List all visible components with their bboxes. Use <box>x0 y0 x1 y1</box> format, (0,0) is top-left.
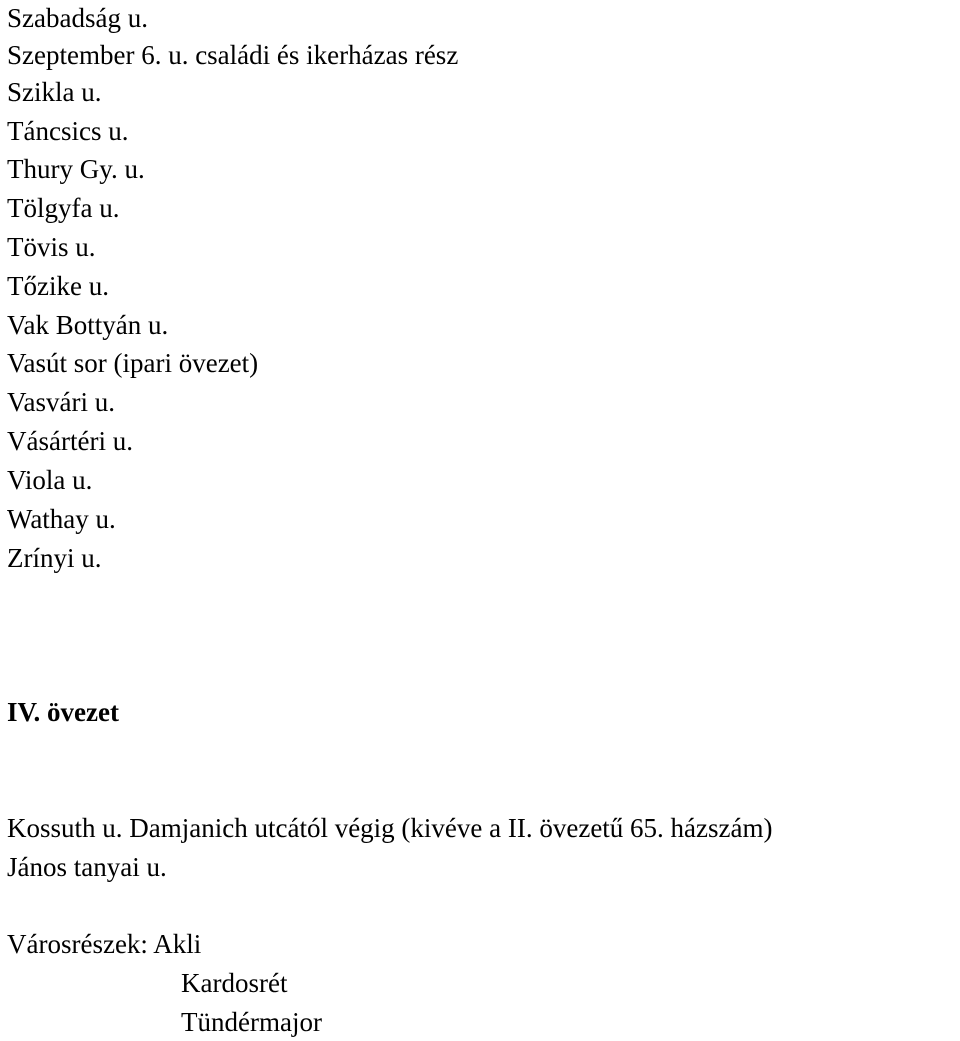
street-item: Kossuth u. Damjanich utcától végig (kivéve a II. övezetű 65. házszám) <box>7 813 773 843</box>
street-item: Vak Bottyán u. <box>7 310 169 340</box>
street-item: Szabadság u. <box>7 3 148 33</box>
street-item: Vásártéri u. <box>7 426 133 456</box>
street-item: Viola u. <box>7 465 93 495</box>
street-item: Tövis u. <box>7 232 96 262</box>
street-item: Táncsics u. <box>7 116 129 146</box>
district-item: Tündérmajor <box>181 1007 322 1037</box>
street-item: Tőzike u. <box>7 271 109 301</box>
street-item: Zrínyi u. <box>7 543 102 573</box>
street-item: Vasút sor (ipari övezet) <box>7 348 259 378</box>
zone-iv-heading: IV. övezet <box>7 697 119 727</box>
street-item: Vasvári u. <box>7 387 115 417</box>
street-item: Thury Gy. u. <box>7 154 145 184</box>
street-item: Szeptember 6. u. családi és ikerházas rész <box>7 40 459 70</box>
district-item: Kardosrét <box>181 968 288 998</box>
street-item: Wathay u. <box>7 504 116 534</box>
street-item: János tanyai u. <box>7 852 167 882</box>
street-item: Szikla u. <box>7 77 102 107</box>
street-item: Tölgyfa u. <box>7 193 120 223</box>
districts-label: Városrészek: Akli <box>7 929 202 959</box>
